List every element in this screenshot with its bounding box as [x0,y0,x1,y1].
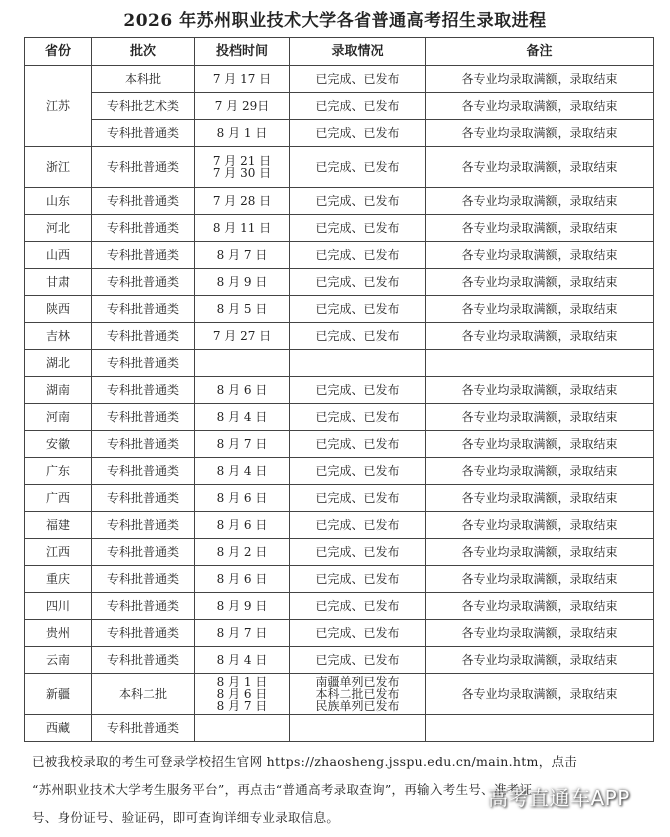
cell-province: 陕西 [25,296,92,323]
cell-province: 河北 [25,215,92,242]
cell-remark [426,715,654,742]
cell-province: 安徽 [25,431,92,458]
table-body [25,66,654,742]
header-remark: 备注 [426,38,654,66]
table-row [25,512,654,539]
cell-time-line: 8 月 6 日 [216,518,268,532]
cell-status-line: 已完成、已发布 [315,572,400,586]
cell-batch: 专科批普通类 [92,593,195,620]
cell-status-line: 已完成、已发布 [315,72,400,86]
cell-time [195,350,290,377]
cell-province: 江苏 [25,66,92,147]
cell-status [290,269,426,296]
footer-line-1: 已被我校录取的考生可登录学校招生官网 https://zhaosheng.jsspu.edu.cn/main.htm，点击 [32,754,578,769]
cell-status-line: 已完成、已发布 [315,302,400,316]
cell-time [195,296,290,323]
cell-remark: 各专业均录取满额，录取结束 [426,188,654,215]
cell-time-line: 8 月 7 日 [216,626,268,640]
cell-remark: 各专业均录取满额，录取结束 [426,620,654,647]
cell-time [195,323,290,350]
cell-batch: 专科批普通类 [92,296,195,323]
cell-status-line: 已完成、已发布 [315,383,400,397]
cell-status [290,620,426,647]
cell-remark: 各专业均录取满额，录取结束 [426,404,654,431]
table-row [25,458,654,485]
page-title: 2026 年苏州职业技术大学各省普通高考招生录取进程 [123,11,547,31]
cell-province: 重庆 [25,566,92,593]
table-row [25,323,654,350]
cell-status-line: 已完成、已发布 [315,221,400,235]
cell-time-line: 7 月 17 日 [212,72,272,86]
cell-batch: 专科批普通类 [92,404,195,431]
cell-batch: 专科批普通类 [92,715,195,742]
cell-time [195,620,290,647]
cell-time [195,566,290,593]
cell-batch: 专科批普通类 [92,147,195,188]
cell-time [195,404,290,431]
cell-status [290,147,426,188]
cell-status-line: 已完成、已发布 [315,126,400,140]
cell-status [290,215,426,242]
table-row [25,188,654,215]
cell-province: 四川 [25,593,92,620]
cell-time [195,215,290,242]
cell-time-line: 8 月 6 日 [216,687,268,701]
cell-batch: 专科批普通类 [92,323,195,350]
cell-status-line: 已完成、已发布 [315,99,400,113]
table-row [25,539,654,566]
header-batch: 批次 [92,38,195,66]
cell-batch: 本科批 [92,66,195,93]
cell-status-line: 已完成、已发布 [315,275,400,289]
cell-batch: 专科批普通类 [92,485,195,512]
table-row [25,296,654,323]
footer-line-2: “苏州职业技术大学考生服务平台”，再点击“普通高考录取查询”，再输入考生号、准考证 [32,782,533,797]
cell-status-line: 已完成、已发布 [315,518,400,532]
cell-time [195,66,290,93]
cell-batch: 专科批普通类 [92,242,195,269]
cell-time-line: 8 月 9 日 [216,599,268,613]
cell-province: 江西 [25,539,92,566]
cell-status [290,593,426,620]
cell-time-line: 8 月 2 日 [216,545,268,559]
cell-remark: 各专业均录取满额，录取结束 [426,147,654,188]
cell-time-line: 8 月 9 日 [216,275,268,289]
cell-status [290,431,426,458]
cell-time-line: 8 月 1 日 [216,126,268,140]
cell-remark: 各专业均录取满额，录取结束 [426,269,654,296]
cell-remark: 各专业均录取满额，录取结束 [426,647,654,674]
cell-time-line: 8 月 7 日 [216,248,268,262]
table-row [25,674,654,715]
table-row [25,93,654,120]
cell-remark: 各专业均录取满额，录取结束 [426,458,654,485]
cell-status-line: 已完成、已发布 [315,491,400,505]
table-row [25,147,654,188]
table-row [25,377,654,404]
cell-time [195,485,290,512]
cell-time [195,539,290,566]
cell-time [195,715,290,742]
cell-status [290,93,426,120]
cell-time-line: 8 月 6 日 [216,491,268,505]
cell-remark: 各专业均录取满额，录取结束 [426,66,654,93]
cell-status [290,120,426,147]
cell-remark: 各专业均录取满额，录取结束 [426,215,654,242]
cell-batch: 专科批艺术类 [92,93,195,120]
header-status: 录取情况 [290,38,426,66]
cell-status [290,377,426,404]
cell-status [290,404,426,431]
cell-remark: 各专业均录取满额，录取结束 [426,377,654,404]
table-row [25,485,654,512]
cell-time [195,269,290,296]
cell-province: 新疆 [25,674,92,715]
cell-status [290,647,426,674]
table-row [25,647,654,674]
cell-time-line: 7 月 28 日 [212,194,272,208]
table-row [25,215,654,242]
cell-batch: 专科批普通类 [92,458,195,485]
cell-batch: 专科批普通类 [92,647,195,674]
cell-status-line: 已完成、已发布 [315,626,400,640]
cell-time-line: 7 月 21 日 [212,154,272,168]
table-header-row [25,38,654,66]
cell-province: 福建 [25,512,92,539]
cell-time [195,147,290,188]
cell-batch: 专科批普通类 [92,120,195,147]
cell-province: 山东 [25,188,92,215]
cell-status [290,674,426,715]
cell-province: 山西 [25,242,92,269]
cell-status-line: 已完成、已发布 [315,653,400,667]
table-row [25,66,654,93]
cell-time-line: 8 月 7 日 [216,699,268,713]
cell-batch: 专科批普通类 [92,215,195,242]
cell-batch: 专科批普通类 [92,377,195,404]
cell-province: 广西 [25,485,92,512]
table-row [25,269,654,296]
cell-province: 吉林 [25,323,92,350]
cell-status-line: 已完成、已发布 [315,160,400,174]
cell-status [290,350,426,377]
cell-time-line: 8 月 6 日 [216,572,268,586]
cell-remark: 各专业均录取满额，录取结束 [426,566,654,593]
cell-time [195,242,290,269]
cell-province: 贵州 [25,620,92,647]
cell-time [195,674,290,715]
cell-time-line: 8 月 7 日 [216,437,268,451]
cell-batch: 专科批普通类 [92,269,195,296]
cell-remark: 各专业均录取满额，录取结束 [426,539,654,566]
cell-time-line: 8 月 11 日 [212,221,272,235]
cell-remark: 各专业均录取满额，录取结束 [426,296,654,323]
cell-batch: 专科批普通类 [92,566,195,593]
table-row [25,242,654,269]
cell-status-line: 已完成、已发布 [315,545,400,559]
header-time: 投档时间 [195,38,290,66]
cell-batch: 专科批普通类 [92,539,195,566]
cell-remark: 各专业均录取满额，录取结束 [426,120,654,147]
cell-time-line: 7 月 30 日 [212,166,272,180]
cell-time-line: 8 月 4 日 [216,410,268,424]
cell-status-line: 本科二批已发布 [315,687,400,701]
footer-line-3: 号、身份证号、验证码，即可查询详细专业录取信息。 [32,810,340,825]
table-row [25,593,654,620]
watermark-logo: 高考直通车APP [488,786,630,810]
cell-province: 湖北 [25,350,92,377]
cell-province: 湖南 [25,377,92,404]
cell-province: 广东 [25,458,92,485]
cell-status-line: 已完成、已发布 [315,599,400,613]
cell-time [195,93,290,120]
cell-batch: 专科批普通类 [92,620,195,647]
admission-table [24,37,654,742]
table-row [25,566,654,593]
cell-batch: 本科二批 [92,674,195,715]
cell-remark: 各专业均录取满额，录取结束 [426,512,654,539]
cell-time [195,458,290,485]
cell-batch: 专科批普通类 [92,431,195,458]
cell-status-line: 已完成、已发布 [315,464,400,478]
cell-status [290,715,426,742]
cell-status [290,188,426,215]
cell-time-line: 8 月 1 日 [216,675,268,689]
cell-time-line: 8 月 4 日 [216,464,268,478]
table-row [25,431,654,458]
cell-province: 西藏 [25,715,92,742]
cell-remark: 各专业均录取满额，录取结束 [426,431,654,458]
cell-status-line: 民族单列已发布 [315,699,400,713]
cell-remark: 各专业均录取满额，录取结束 [426,485,654,512]
cell-status-line: 已完成、已发布 [315,437,400,451]
cell-status-line: 已完成、已发布 [315,194,400,208]
cell-remark: 各专业均录取满额，录取结束 [426,593,654,620]
cell-time-line: 7 月 27 日 [212,329,272,343]
cell-status [290,539,426,566]
cell-status-line: 已完成、已发布 [315,248,400,262]
cell-status [290,296,426,323]
cell-time [195,431,290,458]
cell-status [290,458,426,485]
cell-status [290,66,426,93]
cell-status [290,323,426,350]
cell-remark: 各专业均录取满额，录取结束 [426,323,654,350]
cell-status [290,485,426,512]
cell-time [195,377,290,404]
cell-status-line: 已完成、已发布 [315,410,400,424]
cell-time [195,120,290,147]
cell-province: 浙江 [25,147,92,188]
cell-time [195,593,290,620]
table-row [25,350,654,377]
cell-time-line: 7 月 29日 [214,99,270,113]
cell-province: 甘肃 [25,269,92,296]
cell-status-line: 南疆单列已发布 [315,675,400,689]
cell-time [195,188,290,215]
cell-status [290,242,426,269]
cell-batch: 专科批普通类 [92,512,195,539]
cell-province: 云南 [25,647,92,674]
cell-batch: 专科批普通类 [92,350,195,377]
cell-status-line: 已完成、已发布 [315,329,400,343]
cell-remark [426,350,654,377]
cell-time [195,647,290,674]
cell-time-line: 8 月 4 日 [216,653,268,667]
cell-province: 河南 [25,404,92,431]
table-row [25,715,654,742]
header-province: 省份 [25,38,92,66]
table-row [25,120,654,147]
cell-time [195,512,290,539]
cell-status [290,566,426,593]
cell-status [290,512,426,539]
cell-remark: 各专业均录取满额，录取结束 [426,674,654,715]
cell-remark: 各专业均录取满额，录取结束 [426,242,654,269]
cell-batch: 专科批普通类 [92,188,195,215]
cell-remark: 各专业均录取满额，录取结束 [426,93,654,120]
table-row [25,404,654,431]
cell-time-line: 8 月 6 日 [216,383,268,397]
cell-time-line: 8 月 5 日 [216,302,268,316]
table-row [25,620,654,647]
